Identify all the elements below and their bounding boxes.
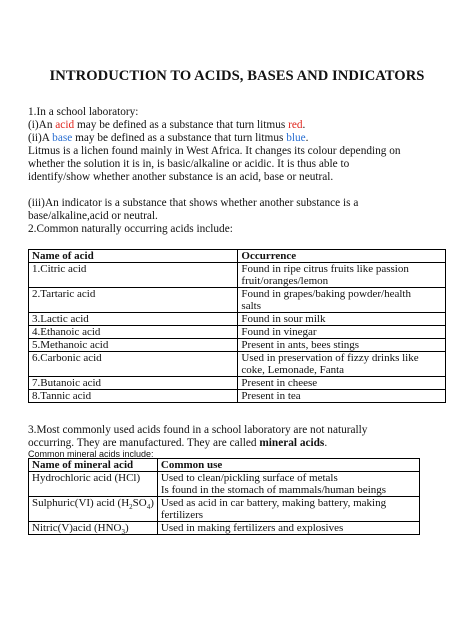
common-use-cell <box>157 497 419 522</box>
mineral-caption: Common mineral acids include: <box>28 449 154 459</box>
occurrence-line: fruit/oranges/lemon <box>241 275 329 287</box>
occurrence-cell: Present in tea <box>238 390 446 403</box>
acid-name-cell: 7.Butanoic acid <box>29 377 238 390</box>
table-row <box>29 326 446 339</box>
table-header-row <box>29 459 420 472</box>
occurrence-line: Found in ripe citrus fruits like passion <box>241 263 409 275</box>
use-line: Used to clean/pickling surface of metals <box>160 472 338 484</box>
text-span: . <box>324 437 328 449</box>
red-word: red <box>288 119 303 131</box>
intro-line-3 <box>28 132 309 144</box>
acid-word: acid <box>55 119 75 131</box>
blue-word: blue <box>286 132 306 144</box>
table-row <box>29 263 446 288</box>
occurrence-cell: Found in vinegar <box>238 326 446 339</box>
common-use-cell: Used in making fertilizers and explosives <box>157 522 419 535</box>
occurrence-line: salts <box>241 300 261 312</box>
header-name-of-acid: Name of acid <box>29 250 238 263</box>
acid-name-cell: 5.Methanoic acid <box>29 339 238 352</box>
acid-name-cell: 4.Ethanoic acid <box>29 326 238 339</box>
table-row <box>29 352 446 377</box>
text-span: SO <box>132 497 147 509</box>
natural-acids-table <box>28 249 446 403</box>
acid-name-cell: 8.Tannic acid <box>29 390 238 403</box>
table-header-row <box>29 250 446 263</box>
mineral-acid-name-cell <box>29 522 158 535</box>
text-span: ) <box>125 522 129 534</box>
text-span: . <box>302 119 306 131</box>
acid-name-cell: 1.Citric acid <box>29 263 238 288</box>
occurrence-cell <box>238 352 446 377</box>
text-span: may be defined as a substance that turn litmus <box>74 119 289 131</box>
text-span: Nitric(V)acid (HNO <box>32 522 122 534</box>
text-span: occurring. They are manufactured. They are called <box>28 437 260 449</box>
use-line: Is found in the stomach of mammals/human beings <box>160 484 387 496</box>
intro-line-9: 2.Common naturally occurring acids include: <box>28 223 233 235</box>
mineral-line-1: 3.Most commonly used acids found in a school laboratory are not naturally <box>28 424 368 436</box>
intro-line-7: (iii)An indicator is a substance that shows whether another substance is a <box>28 197 359 209</box>
text-span: Sulphuric(VI) acid (H <box>32 497 130 509</box>
header-name-of-mineral-acid: Name of mineral acid <box>29 459 158 472</box>
occurrence-cell: Found in sour milk <box>238 313 446 326</box>
table-row <box>29 522 420 535</box>
table-row <box>29 288 446 313</box>
text-span: ) <box>150 497 154 509</box>
text-span: may be defined as a substance that turn litmus <box>72 132 287 144</box>
acid-name-cell: 2.Tartaric acid <box>29 288 238 313</box>
occurrence-line: Found in grapes/baking powder/health <box>241 288 411 300</box>
intro-line-4: Litmus is a lichen found mainly in West Africa. It changes its colour depending on <box>28 145 401 157</box>
header-common-use: Common use <box>157 459 419 472</box>
text-span: (i)An <box>28 119 56 131</box>
intro-line-2 <box>28 119 305 131</box>
table-row <box>29 377 446 390</box>
intro-line-6: identify/show whether another substance is an acid, base or neutral. <box>28 171 334 183</box>
occurrence-line: Used in preservation of fizzy drinks like <box>241 352 419 364</box>
base-word: base <box>52 132 73 144</box>
table-row <box>29 339 446 352</box>
intro-line-8: base/alkaline,acid or neutral. <box>28 210 158 222</box>
table-row <box>29 390 446 403</box>
occurrence-cell <box>238 288 446 313</box>
table-row <box>29 472 420 497</box>
mineral-acid-name-cell: Hydrochloric acid (HCl) <box>29 472 158 497</box>
acid-name-cell: 3.Lactic acid <box>29 313 238 326</box>
subscript: 4 <box>146 503 151 512</box>
intro-line-1: 1.In a school laboratory: <box>28 106 139 118</box>
table-row <box>29 497 420 522</box>
common-use-cell <box>157 472 419 497</box>
header-occurrence: Occurrence <box>238 250 446 263</box>
table-row <box>29 313 446 326</box>
subscript: 2 <box>129 503 133 512</box>
mineral-acids-table <box>28 458 420 535</box>
use-line: Used as acid in car battery, making battery, making <box>160 497 387 509</box>
occurrence-cell: Present in ants, bees stings <box>238 339 446 352</box>
acid-name-cell: 6.Carbonic acid <box>29 352 238 377</box>
occurrence-cell <box>238 263 446 288</box>
occurrence-cell: Present in cheese <box>238 377 446 390</box>
use-line: fertilizers <box>160 509 204 521</box>
text-span: . <box>305 132 309 144</box>
occurrence-line: coke, Lemonade, Fanta <box>241 364 345 376</box>
intro-line-5: whether the solution it is in, is basic/alkaline or acidic. It is thus able to <box>28 158 350 170</box>
mineral-acids-term: mineral acids <box>259 437 325 449</box>
text-span: (ii)A <box>28 132 53 144</box>
mineral-acid-name-cell <box>29 497 158 522</box>
page-title: INTRODUCTION TO ACIDS, BASES AND INDICATORS <box>49 68 425 84</box>
subscript: 3 <box>121 528 125 537</box>
